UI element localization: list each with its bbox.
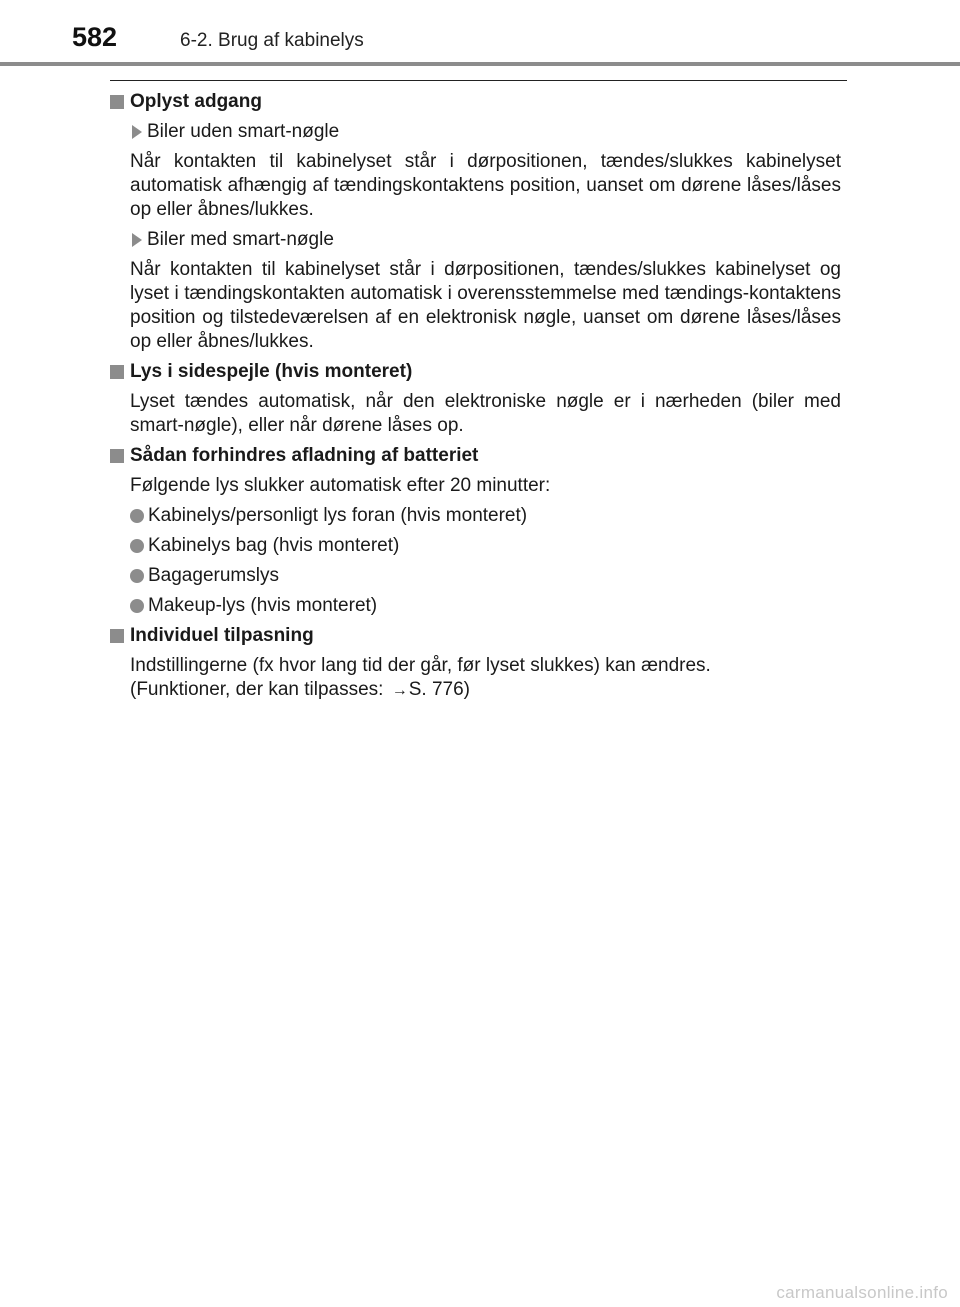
paragraph-block <box>130 654 841 703</box>
watermark: carmanualsonline.info <box>776 1283 948 1302</box>
heading-afladning-af-batteriet: Sådan forhindres afladning af batteriet <box>110 444 841 468</box>
list-item: Makeup-lys (hvis monteret) <box>110 594 841 618</box>
circle-bullet-icon <box>130 539 144 553</box>
header-rule <box>0 62 960 66</box>
page-number: 582 <box>72 22 118 52</box>
paragraph: Følgende lys slukker automatisk efter 20 minutter: <box>130 475 551 496</box>
paragraph: Når kontakten til kabinelyset står i dørpositionen, tændes/slukkes kabinelyset og lyset i tændingskontakten automatisk i overensstemmelse med tændings-kontaktens position og tilstedeværelsen af en elektronisk nøgle, uanset om dørene låses/låses op eller åbnes/lukkes. <box>130 259 841 352</box>
subheading-med-smart-noegle: Biler med smart-nøgle <box>110 228 841 252</box>
page-reference: (Funktioner, der kan tilpasses: →S. 776) <box>130 678 841 703</box>
list-item: Kabinelys bag (hvis monteret) <box>110 534 841 558</box>
section-title: 6-2. Brug af kabinelys <box>180 30 364 51</box>
content-top-rule <box>110 80 847 81</box>
heading-lys-i-sidespejle: Lys i sidespejle (hvis monteret) <box>110 360 841 384</box>
triangle-bullet-icon <box>132 233 142 247</box>
list-item: Bagagerumslys <box>110 564 841 588</box>
square-bullet-icon <box>110 449 124 463</box>
square-bullet-icon <box>110 629 124 643</box>
paragraph: Lyset tændes automatisk, når den elektroniske nøgle er i nærheden (biler med smart-nøgle), eller når dørene låses op. <box>130 391 841 436</box>
paragraph: Når kontakten til kabinelyset står i dørpositionen, tændes/slukkes kabinelyset automatisk afhængig af tændingskontaktens position, uanset om dørene låses/låses op eller åbnes/lukkes. <box>130 151 841 220</box>
list-item: Kabinelys/personligt lys foran (hvis monteret) <box>110 504 841 528</box>
circle-bullet-icon <box>130 569 144 583</box>
heading-oplyst-adgang: Oplyst adgang <box>110 90 841 114</box>
page-header <box>0 0 960 64</box>
circle-bullet-icon <box>130 599 144 613</box>
square-bullet-icon <box>110 95 124 109</box>
paragraph: Indstillingerne (fx hvor lang tid der går, før lyset slukkes) kan ændres. <box>130 655 711 676</box>
square-bullet-icon <box>110 365 124 379</box>
page-content <box>110 90 841 709</box>
right-arrow-icon: → <box>391 682 408 699</box>
heading-individuel-tilpasning: Individuel tilpasning <box>110 624 841 648</box>
subheading-uden-smart-noegle: Biler uden smart-nøgle <box>110 120 841 144</box>
triangle-bullet-icon <box>132 125 142 139</box>
circle-bullet-icon <box>130 509 144 523</box>
